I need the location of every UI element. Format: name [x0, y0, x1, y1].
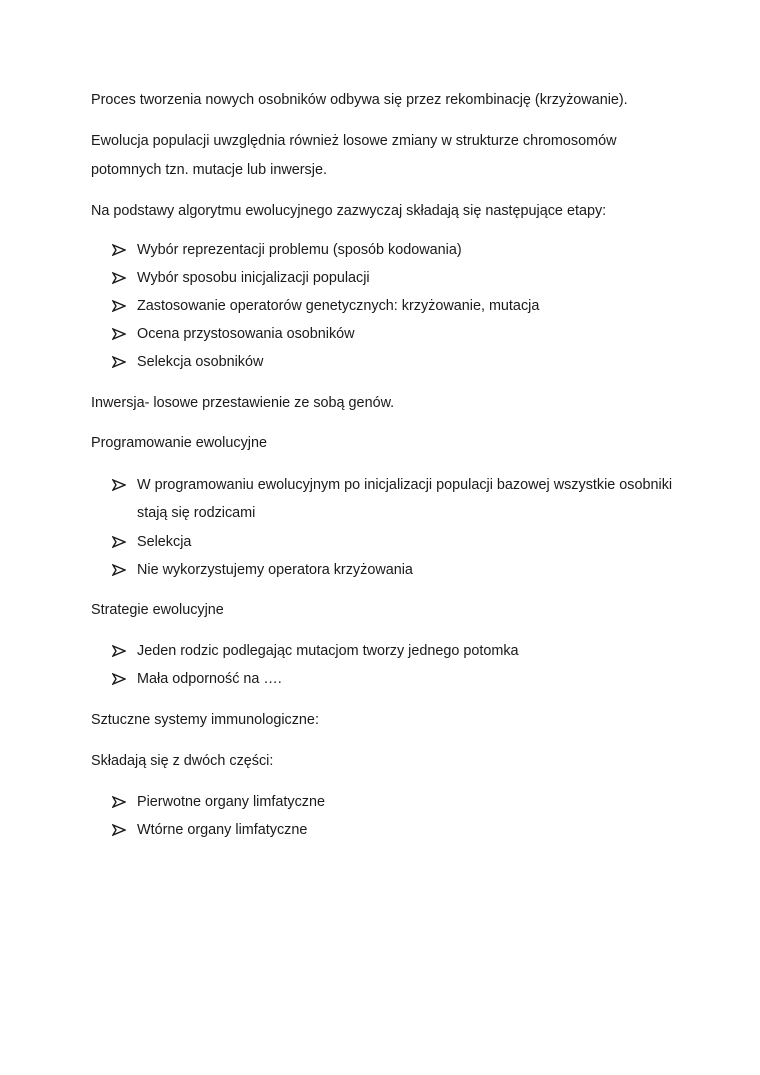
- list-item: [112, 528, 692, 556]
- arrow-bullet-icon: [112, 292, 128, 320]
- list-item: [112, 471, 692, 527]
- paragraph-immune-parts: Składają się z dwóch części:: [91, 753, 274, 769]
- list-item-text: Selekcja: [137, 534, 192, 550]
- list-item: [112, 236, 692, 264]
- list-item-text: Wybór reprezentacji problemu (sposób kodowania): [137, 242, 462, 258]
- heading-evolutionary-programming: Programowanie ewolucyjne: [91, 435, 267, 451]
- paragraph-evolution-line1: Ewolucja populacji uwzględnia również losowe zmiany w strukturze chromosomów: [91, 133, 617, 149]
- arrow-bullet-icon: [112, 320, 128, 348]
- list-item-text: Pierwotne organy limfatyczne: [137, 794, 325, 810]
- list-item: [112, 320, 692, 348]
- arrow-bullet-icon: [112, 665, 128, 693]
- list-item-text: Jeden rodzic podlegając mutacjom tworzy jednego potomka: [137, 643, 519, 659]
- list-item-text: Selekcja osobników: [137, 354, 264, 370]
- list-item: [112, 788, 692, 816]
- list-item-text: Ocena przystosowania osobników: [137, 326, 355, 342]
- list-item-text: [137, 471, 692, 527]
- arrow-bullet-icon: [112, 637, 128, 665]
- list-item: [112, 292, 692, 320]
- arrow-bullet-icon: [112, 556, 128, 584]
- list-item: [112, 816, 692, 844]
- arrow-bullet-icon: [112, 236, 128, 264]
- heading-immune-systems: Sztuczne systemy immunologiczne:: [91, 712, 319, 728]
- heading-evolution-strategies: Strategie ewolucyjne: [91, 602, 224, 618]
- list-item-text-line1: W programowaniu ewolucyjnym po inicjalizacji populacji bazowej wszystkie osobniki: [137, 477, 673, 493]
- list-item-text: Mała odporność na ….: [137, 671, 282, 687]
- list-item: [112, 556, 692, 584]
- paragraph-evolution-line2: potomnych tzn. mutacje lub inwersje.: [91, 162, 327, 178]
- paragraph-inversion: Inwersja- losowe przestawienie ze sobą genów.: [91, 395, 395, 411]
- paragraph-recombination: Proces tworzenia nowych osobników odbywa się przez rekombinację (krzyżowanie).: [91, 92, 628, 108]
- arrow-bullet-icon: [112, 816, 128, 844]
- list-item: [112, 637, 692, 665]
- paragraph-evolution: [91, 127, 691, 185]
- list-item: [112, 264, 692, 292]
- arrow-bullet-icon: [112, 788, 128, 816]
- list-item-text: Wtórne organy limfatyczne: [137, 822, 308, 838]
- list-item-text-line2: stają się rodzicami: [137, 505, 256, 521]
- arrow-bullet-icon: [112, 348, 128, 376]
- list-item-text: Wybór sposobu inicjalizacji populacji: [137, 270, 370, 286]
- list-item: [112, 665, 692, 693]
- list-item-text: Nie wykorzystujemy operatora krzyżowania: [137, 562, 413, 578]
- paragraph-stages-intro: Na podstawy algorytmu ewolucyjnego zazwyczaj składają się następujące etapy:: [91, 203, 607, 219]
- list-item: [112, 348, 692, 376]
- arrow-bullet-icon: [112, 528, 128, 556]
- arrow-bullet-icon: [112, 471, 128, 499]
- list-item-text: Zastosowanie operatorów genetycznych: krzyżowanie, mutacja: [137, 298, 540, 314]
- arrow-bullet-icon: [112, 264, 128, 292]
